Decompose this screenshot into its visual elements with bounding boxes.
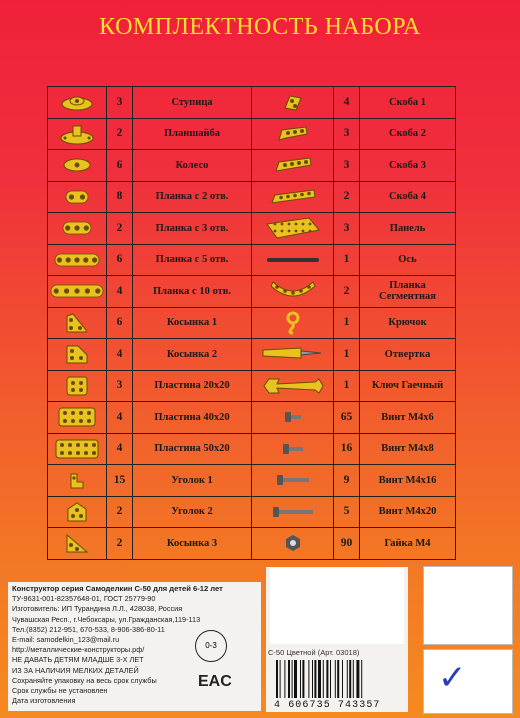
- barcode-number: 4 606735 743357: [274, 700, 381, 711]
- part-name-cell: Пластина 20х20: [133, 370, 252, 402]
- bracket-3-icon: [252, 150, 334, 182]
- parts-table: [47, 86, 456, 560]
- quantity-cell: 4: [107, 433, 133, 465]
- table-row: [48, 213, 456, 245]
- part-name-cell: Скоба 1: [360, 87, 456, 119]
- part-name-cell: Винт М4х20: [360, 496, 456, 528]
- table-row: [48, 496, 456, 528]
- info-line: ИЗ ЗА НАЛИЧИЯ МЕЛКИХ ДЕТАЛЕЙ: [12, 665, 139, 675]
- table-row: [48, 181, 456, 213]
- table-row: [48, 433, 456, 465]
- part-name-cell: Уголок 1: [133, 465, 252, 497]
- article-text: С-50 Цветной (Арт. 03018): [268, 648, 360, 657]
- quantity-cell: 15: [107, 465, 133, 497]
- quantity-cell: 2: [334, 276, 360, 308]
- quantity-cell: 2: [107, 496, 133, 528]
- quantity-cell: 90: [334, 528, 360, 560]
- page-title: КОМПЛЕКТНОСТЬ НАБОРА: [99, 14, 421, 40]
- info-line: Тел.(8352) 212-951, 670-533, 8-906-386-80-11: [12, 624, 165, 634]
- part-name-cell: Колесо: [133, 150, 252, 182]
- quantity-cell: 16: [334, 433, 360, 465]
- info-line: Сохраняйте упаковку на весь срок службы: [12, 675, 157, 685]
- table-row: [48, 528, 456, 560]
- info-line: Чувашская Респ., г.Чебоксары, ул.Гражданская,119-113: [12, 614, 201, 624]
- bracket-2-icon: [252, 118, 334, 150]
- nut-icon: [252, 528, 334, 560]
- part-name-cell: Винт М4х6: [360, 402, 456, 434]
- strip-5-hole-icon: [48, 244, 107, 276]
- quantity-cell: 1: [334, 307, 360, 339]
- screw-m4x6-icon: [252, 402, 334, 434]
- gusset-3-icon: [48, 528, 107, 560]
- part-name-cell: Винт М4х16: [360, 465, 456, 497]
- blank-stamp-box: [423, 566, 513, 645]
- quantity-cell: 4: [107, 276, 133, 308]
- angle-1-icon: [48, 465, 107, 497]
- quantity-cell: 8: [107, 181, 133, 213]
- quantity-cell: 2: [107, 213, 133, 245]
- quantity-cell: 6: [107, 307, 133, 339]
- part-name-cell: Отвертка: [360, 339, 456, 371]
- gusset-1-icon: [48, 307, 107, 339]
- part-name-cell: Ключ Гаечный: [360, 370, 456, 402]
- quantity-cell: 1: [334, 244, 360, 276]
- age-warning-icon: [195, 630, 227, 662]
- strip-2-hole-icon: [48, 181, 107, 213]
- axle-icon: [252, 244, 334, 276]
- wheel-icon: [48, 150, 107, 182]
- info-line: E-mail: samodelkin_123@mail.ru: [12, 635, 120, 645]
- table-row: [48, 370, 456, 402]
- info-line: Изготовитель: ИП Турандина Л.Л., 428038, Россия: [12, 604, 183, 614]
- table-row: [48, 118, 456, 150]
- quantity-cell: 4: [107, 339, 133, 371]
- part-name-cell: Косынка 2: [133, 339, 252, 371]
- info-line: НЕ ДАВАТЬ ДЕТЯМ МЛАДШЕ 3-Х ЛЕТ: [12, 655, 144, 665]
- table-row: [48, 402, 456, 434]
- part-name-cell: Ось: [360, 244, 456, 276]
- bracket-1-icon: [252, 87, 334, 119]
- plate-50x20-icon: [48, 433, 107, 465]
- part-name-cell: Планка Сегментная: [360, 276, 456, 308]
- panel-icon: [252, 213, 334, 245]
- screw-m4x8-icon: [252, 433, 334, 465]
- quantity-cell: 65: [334, 402, 360, 434]
- part-name-cell: Винт М4х8: [360, 433, 456, 465]
- part-name-cell: Уголок 2: [133, 496, 252, 528]
- bracket-4-icon: [252, 181, 334, 213]
- quantity-cell: 4: [107, 402, 133, 434]
- plate-40x20-icon: [48, 402, 107, 434]
- part-name-cell: Планка с 3 отв.: [133, 213, 252, 245]
- part-name-cell: Планка с 10 отв.: [133, 276, 252, 308]
- part-name-cell: Планка с 5 отв.: [133, 244, 252, 276]
- table-row: [48, 276, 456, 308]
- quantity-cell: 3: [107, 87, 133, 119]
- strip-3-hole-icon: [48, 213, 107, 245]
- table-row: [48, 244, 456, 276]
- table-row: [48, 465, 456, 497]
- part-name-cell: Косынка 1: [133, 307, 252, 339]
- check-mark-icon: ✓: [438, 658, 467, 698]
- info-line: Срок службы не установлен: [12, 686, 108, 696]
- hub-icon: [48, 87, 107, 119]
- faceplate-icon: [48, 118, 107, 150]
- hook-icon: [252, 307, 334, 339]
- check-box: [423, 649, 513, 714]
- part-name-cell: Пластина 50х20: [133, 433, 252, 465]
- part-name-cell: Скоба 3: [360, 150, 456, 182]
- part-name-cell: Косынка 3: [133, 528, 252, 560]
- part-name-cell: Планка с 2 отв.: [133, 181, 252, 213]
- quantity-cell: 5: [334, 496, 360, 528]
- eac-mark-icon: [198, 673, 232, 691]
- age-badge-text: 0-3: [205, 641, 217, 650]
- quantity-cell: 1: [334, 370, 360, 402]
- part-name-cell: Скоба 4: [360, 181, 456, 213]
- screw-m4x16-icon: [252, 465, 334, 497]
- quantity-cell: 6: [107, 244, 133, 276]
- part-name-cell: Скоба 2: [360, 118, 456, 150]
- info-line: Дата изготовления: [12, 696, 76, 706]
- info-line: http://металлические-конструкторы.рф/: [12, 645, 145, 655]
- quantity-cell: 3: [107, 370, 133, 402]
- quantity-cell: 6: [107, 150, 133, 182]
- part-name-cell: Пластина 40х20: [133, 402, 252, 434]
- table-row: [48, 87, 456, 119]
- quantity-cell: 4: [334, 87, 360, 119]
- quantity-cell: 2: [334, 181, 360, 213]
- gusset-2-icon: [48, 339, 107, 371]
- segment-strip-icon: [252, 276, 334, 308]
- barcode-icon: [272, 660, 404, 702]
- quantity-cell: 3: [334, 150, 360, 182]
- plate-20x20-icon: [48, 370, 107, 402]
- part-name-cell: Крючок: [360, 307, 456, 339]
- part-name-cell: Ступица: [133, 87, 252, 119]
- strip-10-hole-icon: [48, 276, 107, 308]
- sticker-area: [270, 568, 404, 644]
- table-row: [48, 339, 456, 371]
- parts-table-body: [48, 87, 456, 560]
- quantity-cell: 1: [334, 339, 360, 371]
- angle-2-icon: [48, 496, 107, 528]
- quantity-cell: 2: [107, 528, 133, 560]
- wrench-icon: [252, 370, 334, 402]
- table-row: [48, 150, 456, 182]
- part-name-cell: Панель: [360, 213, 456, 245]
- part-name-cell: Гайка М4: [360, 528, 456, 560]
- part-name-cell: Планшайба: [133, 118, 252, 150]
- eac-text: EAC: [198, 673, 232, 690]
- quantity-cell: 2: [107, 118, 133, 150]
- quantity-cell: 9: [334, 465, 360, 497]
- screw-m4x20-icon: [252, 496, 334, 528]
- info-line: ТУ-9631-001-82357648-01, ГОСТ 25779-90: [12, 594, 156, 604]
- quantity-cell: 3: [334, 118, 360, 150]
- table-row: [48, 307, 456, 339]
- product-line: Конструктор серия Самоделкин С-50 для детей 6-12 лет: [12, 584, 223, 593]
- quantity-cell: 3: [334, 213, 360, 245]
- screwdriver-icon: [252, 339, 334, 371]
